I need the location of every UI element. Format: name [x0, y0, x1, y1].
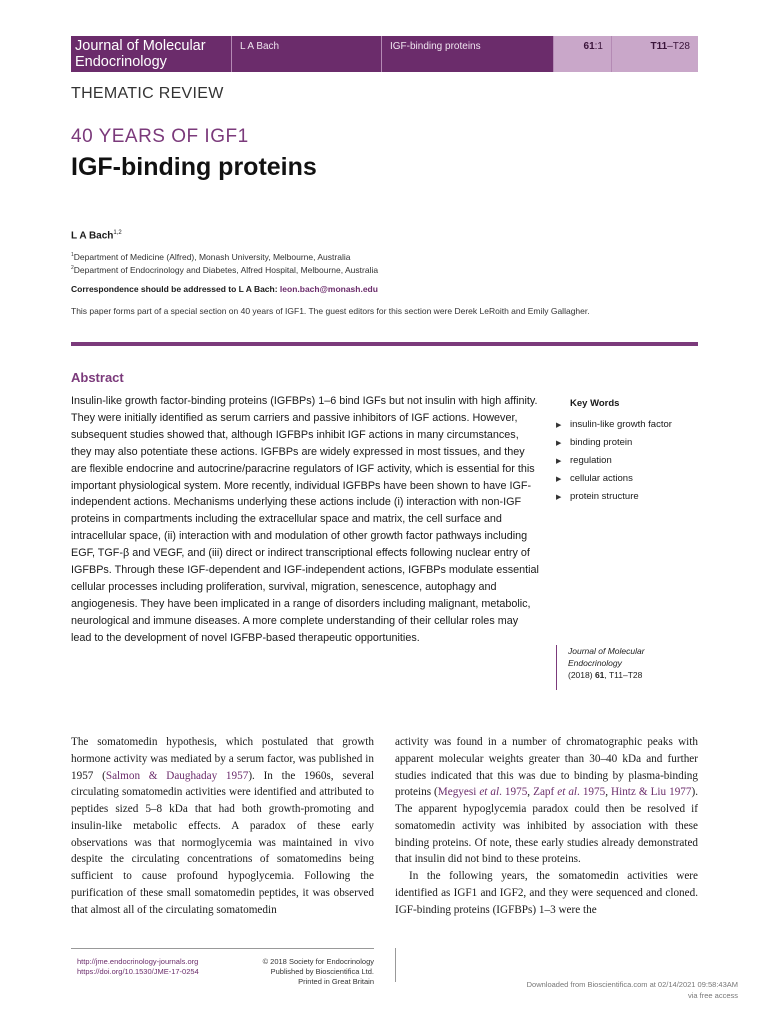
header-author: L A Bach — [231, 36, 381, 72]
footer-divider — [71, 948, 374, 949]
header-volume — [553, 36, 611, 72]
body-text: ). In the 1960s, several circulating somatomedin activities were identified and attributed to peptides sized 5–8 kDa that had both growth-promoting and insulin-like metabolic effects. A paradox of these early observations was that normoglycemia was maintained in vivo despite the circulating concentrations of somatomedins being sufficient to cause profound hypoglycemia. Following the purification of these small somatomedin peptides, it was observed that almost all of the circulating somatomedin — [71, 769, 375, 916]
key-words-panel — [556, 398, 706, 506]
reference-author: Megyesi — [437, 786, 480, 799]
affiliation-1-text: Department of Medicine (Alfred), Monash University, Melbourne, Australia — [73, 252, 351, 262]
reference-year: . 1975 — [577, 786, 606, 799]
reference-link[interactable]: Salmon & Daughaday 1957 — [105, 769, 249, 782]
header-pages-start: T11 — [650, 41, 668, 52]
reference-et-al: et al — [557, 786, 578, 799]
access-info: via free access — [687, 990, 738, 1000]
citation-pages: , T11–T28 — [604, 670, 643, 680]
affiliation-2 — [71, 265, 378, 275]
body-paragraph — [395, 734, 698, 868]
header-topic: IGF-binding proteins — [381, 36, 553, 72]
header-issue: :1 — [594, 41, 603, 52]
author-affiliation-marks: 1,2 — [113, 230, 122, 236]
journal-name-line1: Journal of Molecular — [75, 38, 206, 54]
key-word-label: protein structure — [570, 491, 639, 502]
reference-link[interactable] — [438, 786, 528, 798]
journal-name — [71, 36, 231, 72]
footer-copyright — [230, 957, 374, 987]
key-words-heading: Key Words — [570, 398, 620, 409]
body-text: The somatomedin hypothesis, which postulated that growth hormone activity was mediated by a serum factor, was published in 1957 ( — [71, 736, 374, 782]
reference-separator: , — [527, 786, 534, 799]
special-section-note: This paper forms part of a special section on 40 years of IGF1. The guest editors for this section were Derek LeRoith and Emily Gallagher. — [71, 306, 590, 316]
affiliation-2-text: Department of Endocrinology and Diabetes, Alfred Hospital, Melbourne, Australia — [73, 265, 379, 275]
key-word-label: insulin-like growth factor — [570, 419, 672, 430]
correspondence-email-link[interactable]: leon.bach@monash.edu — [279, 284, 378, 294]
body-paragraph: In the following years, the somatomedin activities were identified as IGF1 and IGF2, and they were sequenced and cloned. IGF-binding proteins (IGFBPs) 1–3 were the — [395, 870, 698, 916]
triangle-right-icon: ▶ — [556, 458, 562, 465]
author-name: L A Bach — [71, 230, 114, 242]
key-word-label: binding protein — [570, 437, 633, 448]
citation-box — [556, 645, 696, 690]
reference-year: . 1975 — [499, 786, 528, 799]
body-text: ). The apparent hypoglycemia paradox could then be resolved if somatomedin activity was inhibited by association with these binding proteins. Of note, these early studies already demonstrated that insulin did not bind to these proteins. — [395, 786, 699, 866]
key-word-label: regulation — [570, 455, 612, 466]
article-type: THEMATIC REVIEW — [71, 85, 224, 102]
journal-header-bar — [71, 36, 698, 72]
key-word-item[interactable] — [556, 452, 706, 470]
triangle-right-icon: ▶ — [556, 422, 562, 429]
download-info: Downloaded from Bioscientifica.com at 02/14/2021 09:58:43AM — [526, 980, 738, 989]
doi-link[interactable]: https://doi.org/10.1530/JME-17-0254 — [77, 967, 199, 976]
key-word-label: cellular actions — [570, 473, 633, 484]
affiliation-1 — [71, 252, 350, 262]
correspondence-label: Correspondence should be addressed to L A Bach: — [71, 284, 280, 294]
triangle-right-icon: ▶ — [556, 494, 562, 501]
section-divider — [71, 342, 698, 346]
article-series: 40 YEARS OF IGF1 — [71, 126, 249, 147]
key-word-item[interactable] — [556, 488, 706, 506]
body-column-right — [395, 734, 698, 918]
citation-volume: 61 — [594, 670, 605, 680]
citation-year: (2018) — [568, 670, 595, 680]
triangle-right-icon: ▶ — [556, 476, 562, 483]
body-text: activity was found in a number of chromatographic peaks with apparent molecular weights greater than 30–40 kDa and further studies indicated that this was due to binding by plasma-binding proteins ( — [395, 736, 698, 799]
reference-link[interactable] — [533, 786, 605, 798]
citation-journal-line2: Endocrinology — [568, 658, 622, 668]
key-word-item[interactable] — [556, 434, 706, 452]
body-column-left — [71, 734, 374, 918]
header-pages-end: –T28 — [667, 41, 690, 52]
abstract-body: Insulin-like growth factor-binding proteins (IGFBPs) 1–6 bind IGFs but not insulin with high affinity. They were initially identified as serum carriers and passive inhibitors of IGF actions. However, subsequent studies showed that, although IGFBPs inhibit IGF actions in many circumstances, they may also potentiate these actions. IGFBPs are widely expressed in most tissues, and they are flexible endocrine and autocrine/paracrine regulators of IGF activity, which is essential for this important physiological system. More recently, individual IGFBPs have been shown to have IGF-independent actions. Mechanisms underlying these actions include (i) interaction with non-IGF proteins in compartments including the extracellular space and matrix, the cell surface and intracellular space, (ii) interaction with and modulation of other growth factor pathways including EGF, TGF-β and VEGF, and (iii) direct or indirect transcriptional effects following nuclear entry of IGFBPs. Through these IGF-dependent and IGF-independent actions, IGFBPs modulate essential cellular processes including proliferation, survival, migration, senescence, autophagy and angiogenesis. They have been implicated in a range of disorders including malignant, metabolic, neurological and immune diseases. A more complete understanding of their cellular roles may lead to the development of novel IGFBP-based therapeutic opportunities. — [71, 395, 539, 644]
body-paragraph — [71, 734, 374, 918]
citation-journal-line1: Journal of Molecular — [568, 646, 645, 656]
reference-separator: , — [605, 786, 612, 799]
footer-links — [77, 957, 199, 977]
reference-et-al: et al — [479, 786, 500, 799]
publisher-line: Published by Bioscientifica Ltd. — [270, 967, 374, 976]
reference-link[interactable]: Hintz & Liu 1977 — [611, 786, 692, 799]
footer-column-divider — [395, 948, 396, 982]
reference-author: Zapf — [533, 786, 558, 799]
affiliation-1-mark: 1 — [71, 252, 74, 259]
key-words-list — [556, 416, 706, 506]
affiliation-2-mark: 2 — [71, 265, 74, 272]
triangle-right-icon: ▶ — [556, 440, 562, 447]
key-word-item[interactable] — [556, 470, 706, 488]
journal-url-link[interactable]: http://jme.endocrinology-journals.org — [77, 957, 199, 966]
key-word-item[interactable] — [556, 416, 706, 434]
printed-line: Printed in Great Britain — [298, 977, 374, 986]
article-title: IGF-binding proteins — [71, 153, 317, 181]
download-stamp — [470, 980, 738, 1001]
journal-name-line2: Endocrinology — [75, 54, 167, 70]
header-volume-number: 61 — [583, 41, 595, 52]
abstract-heading: Abstract — [71, 370, 124, 385]
correspondence — [71, 284, 378, 294]
header-pages — [611, 36, 698, 72]
author-line — [71, 230, 122, 241]
copyright-line: © 2018 Society for Endocrinology — [262, 957, 374, 966]
